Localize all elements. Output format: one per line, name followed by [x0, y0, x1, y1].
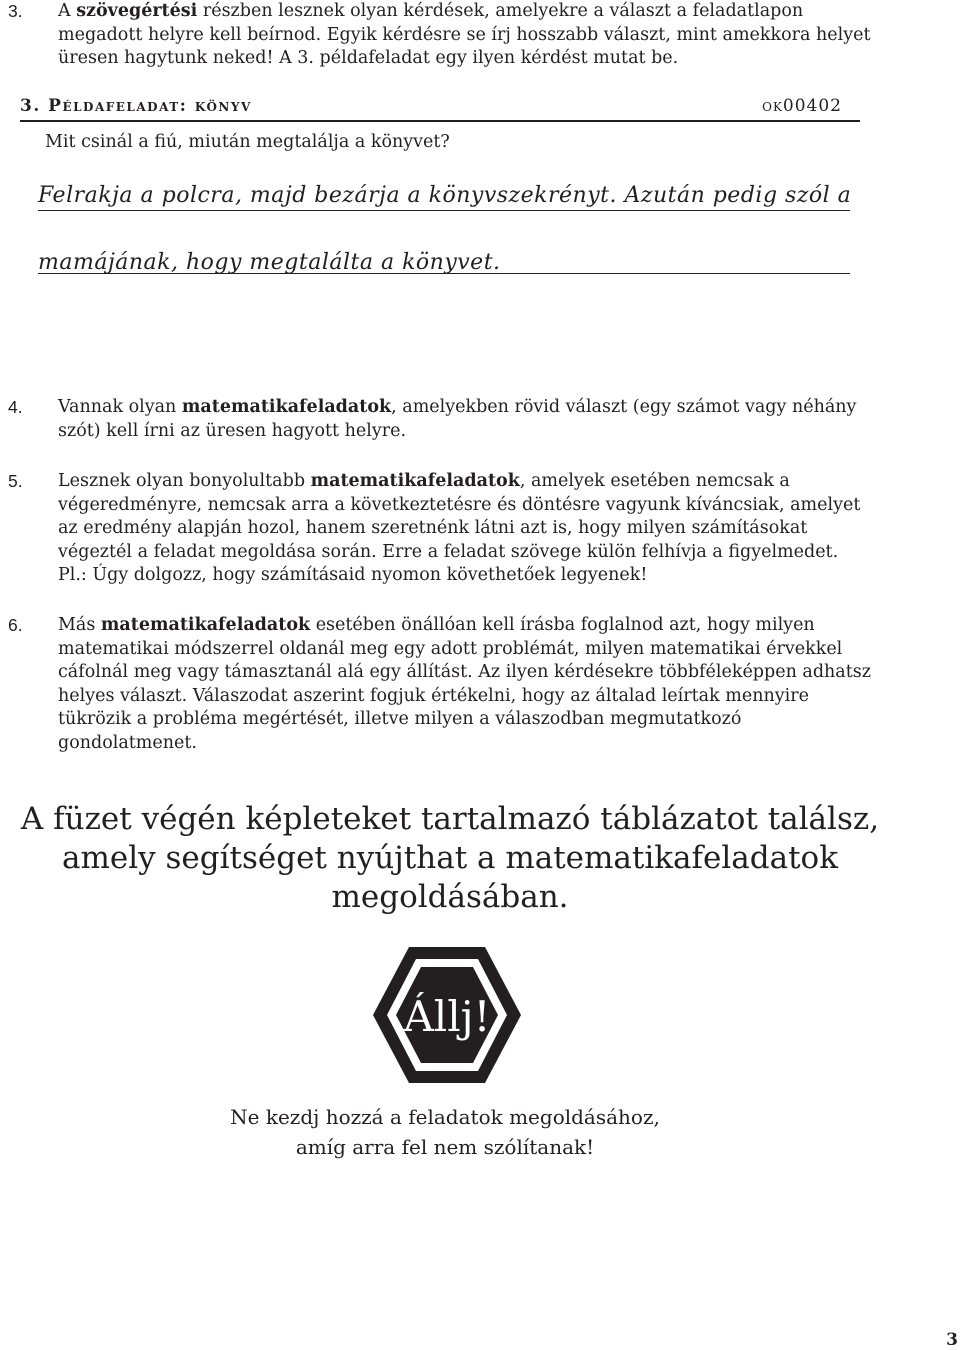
answer-rule-1: [38, 210, 850, 211]
stop-sign-text: Állj!: [403, 992, 491, 1041]
item-text: Vannak olyan matematikafeladatok, amelyekben rövid választ (egy számot vagy néhány szót) kell írni az üresen hagyott helyre.: [58, 397, 857, 441]
instruction-item-5: [8, 470, 872, 588]
item-number: 5.: [8, 471, 23, 491]
item-number: 4.: [8, 397, 23, 417]
example-title: 3. Példafeladat: könyv: [20, 96, 252, 116]
example-question: Mit csinál a fiú, miután megtalálja a könyvet?: [45, 132, 450, 152]
item-number: 6.: [8, 615, 23, 635]
instruction-item-4: [8, 396, 872, 443]
page-number: 3: [946, 1330, 958, 1350]
instruction-item-3: [8, 0, 872, 71]
bold-term: matematikafeladatok: [181, 397, 392, 417]
item-text: Lesznek olyan bonyolultabb matematikafeladatok, amelyek esetében nemcsak a végeredményre, nemcsak arra a következtetésre és döntésre vagyunk kíváncsiak, amelyet az eredmény alapján hozol, hanem szeretnénk látni azt is, hogy milyen számításokat végeztél a feladat megoldása során. Erre a feladat szövege külön felhívja a figyelmedet. Pl.: Úgy dolgozz, hogy számításaid nyomon követhetőek legyenek!: [58, 471, 861, 585]
bold-term: szövegértési: [76, 1, 198, 21]
example-code: ok00402: [762, 96, 842, 116]
instruction-item-6: [8, 614, 872, 755]
formula-table-note: A füzet végén képleteket tartalmazó táblázatot találsz, amely segítséget nyújthat a matematikafeladatok megoldásában.: [20, 801, 880, 915]
bold-term: matematikafeladatok: [100, 615, 311, 635]
handwritten-answer-line-1: Felrakja a polcra, majd bezárja a könyvszekrényt. Azután pedig szól a: [38, 183, 852, 208]
bold-term: matematikafeladatok: [310, 471, 520, 491]
example-header: [20, 96, 860, 122]
wait-instruction: Ne kezdj hozzá a feladatok megoldásához, amíg arra fel nem szólítanak!: [230, 1105, 660, 1159]
answer-rule-2: [38, 273, 850, 274]
item-text: Más matematikafeladatok esetében önállóan kell írásba foglalnod azt, hogy milyen matematikai módszerrel oldanál meg egy adott problémát, milyen matematikai érvekkel cáfolnál meg vagy támasztanál alá egy állítást. Az ilyen kérdésekre többféleképpen adhatsz helyes választ. Válaszodat aszerint fogjuk értékelni, hogy az általad leírtak mennyire tükrözik a probléma megértését, illetve milyen a válaszodban megmutatkozó gondolatmenet.: [58, 615, 871, 753]
item-number: 3.: [8, 1, 23, 21]
item-text: A szövegértési részben lesznek olyan kérdések, amelyekre a választ a feladatlapon megadott helyre kell beírnod. Egyik kérdésre se írj hosszabb választ, mint amekkora helyet üresen hagytunk neked! A 3. példafeladat egy ilyen kérdést mutat be.: [58, 1, 871, 68]
handwritten-answer-line-2: mamájának, hogy megtalálta a könyvet.: [38, 250, 501, 275]
stop-hexagon-icon: [371, 945, 523, 1085]
